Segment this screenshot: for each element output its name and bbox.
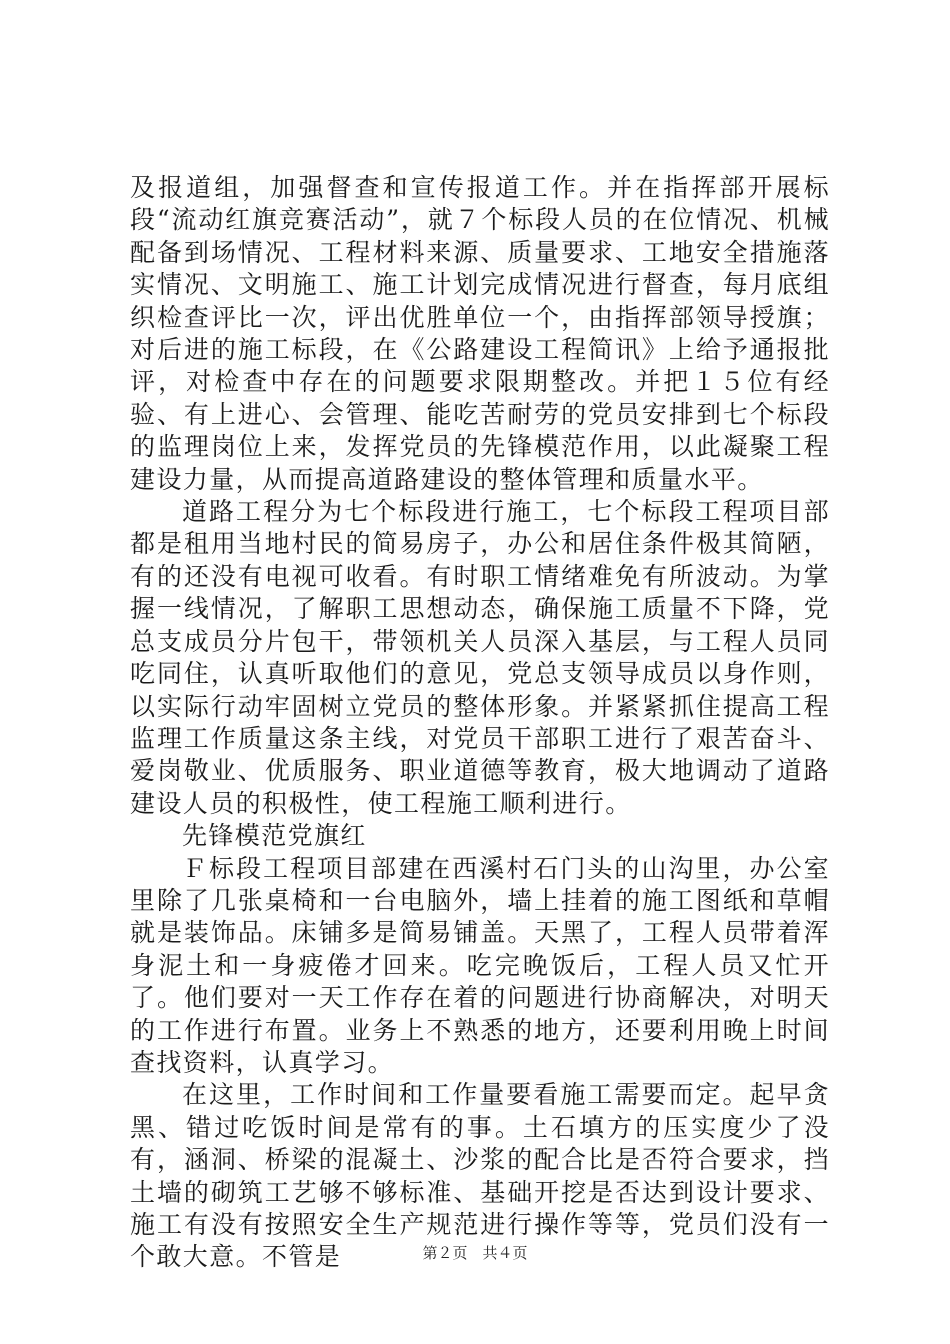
document-body xyxy=(130,172,830,1274)
paragraph-road-construction: 道路工程分为七个标段进行施工，七个标段工程项目部都是租用当地村民的简易房子，办公和居住条件极其简陋，有的还没有电视可收看。有时职工情绪难免有所波动。为掌握一线情况，了解职工思想动态，确保施工质量不下降，党总支成员分片包干，带领机关人员深入基层，与工程人员同吃同住，认真听取他们的意见，党总支领导成员以身作则，以实际行动牢固树立党员的整体形象。并紧紧抓住提高工程监理工作质量这条主线，对党员干部职工进行了艰苦奋斗、爱岗敬业、优质服务、职业道德等教育，极大地调动了道路建设人员的积极性，使工程施工顺利进行。 xyxy=(130,497,830,818)
section-heading: 先锋模范党旗红 xyxy=(182,821,367,851)
page-footer xyxy=(0,1243,950,1263)
paragraph-continuation: 及报道组，加强督查和宣传报道工作。并在指挥部开展标段“流动红旗竞赛活动”，就７个标段人员的在位情况、机械配备到场情况、工程材料来源、质量要求、工地安全措施落实情况、文明施工、施工计划完成情况进行督查，每月底组织检查评比一次，评出优胜单位一个，由指挥部领导授旗；对后进的施工标段，在《公路建设工程简讯》上给予通报批评，对检查中存在的问题要求限期整改。并把１５位有经验、有上进心、会管理、能吃苦耐劳的党员安排到七个标段的监理岗位上来，发挥党员的先锋模范作用，以此凝聚工程建设力量，从而提高道路建设的整体管理和质量水平。 xyxy=(130,173,830,494)
paragraph-work-schedule: 在这里，工作时间和工作量要看施工需要而定。起早贪黑、错过吃饭时间是常有的事。土石填方的压实度少了没有，涵洞、桥梁的混凝土、沙浆的配合比是否符合要求，挡土墙的砌筑工艺够不够标准、基础开挖是否达到设计要求、施工有没有按照安全生产规范进行操作等等，党员们没有一个敢大意。不管是 xyxy=(130,1080,830,1272)
paragraph-project-office: Ｆ标段工程项目部建在西溪村石门头的山沟里，办公室里除了几张桌椅和一台电脑外，墙上挂着的施工图纸和草帽就是装饰品。床铺多是简易铺盖。天黑了，工程人员带着浑身泥土和一身疲倦才回来。吃完晚饭后，工程人员又忙开了。他们要对一天工作存在着的问题进行协商解决，对明天的工作进行布置。业务上不熟悉的地方，还要利用晚上时间查找资料，认真学习。 xyxy=(130,853,830,1077)
page-number: 第２页 共４页 xyxy=(422,1244,528,1262)
